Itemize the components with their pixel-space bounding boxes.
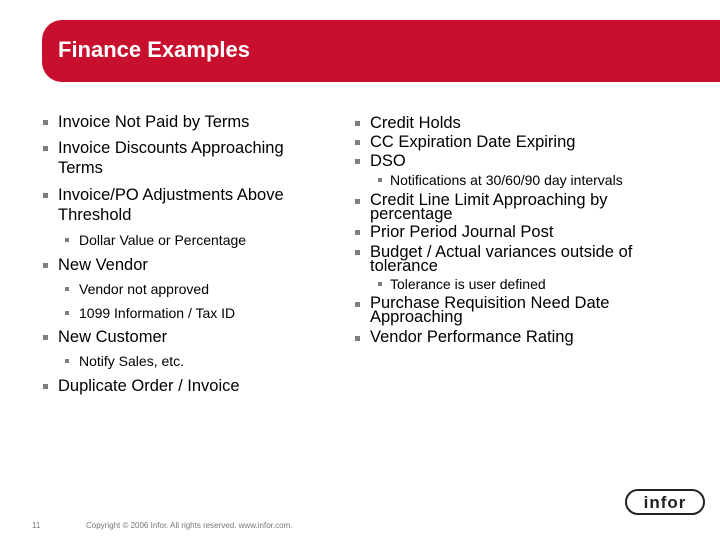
bullet-marker [355,121,360,126]
list-item: Credit Holds [370,114,461,132]
copyright-text: Copyright © 2006 Infor. All rights reserved. www.infor.com. [86,521,293,530]
list-item: DSO [370,152,406,170]
list-item: Budget / Actual variances outside of [370,243,633,261]
list-item: CC Expiration Date Expiring [370,133,576,151]
bullet-marker [355,336,360,341]
list-item: Prior Period Journal Post [370,223,554,241]
sub-bullet-marker [378,178,382,182]
slide-title: Finance Examples [58,37,250,62]
page-number: 11 [32,521,41,530]
bullet-marker [355,250,360,255]
infor-logo [625,488,705,521]
bullet-marker [43,263,48,268]
list-item: Invoice Discounts Approaching [58,139,284,157]
list-item-continuation: Approaching [370,308,463,326]
list-item: Credit Line Limit Approaching by [370,191,608,209]
list-item-continuation: Threshold [58,206,132,224]
infor-logo-graphic [625,488,705,516]
list-item-continuation: percentage [370,205,453,223]
sub-list-item: Notifications at 30/60/90 day intervals [390,172,623,188]
bullet-marker [355,199,360,204]
sub-list-item: Dollar Value or Percentage [79,232,247,248]
list-item: New Customer [58,328,168,346]
sub-bullet-marker [65,311,69,315]
bullet-marker [43,193,48,198]
bullet-marker [43,384,48,389]
list-item: Purchase Requisition Need Date [370,294,610,312]
bullet-marker [355,230,360,235]
sub-bullet-marker [378,282,382,286]
sub-list-item: 1099 Information / Tax ID [79,305,236,321]
sub-list-item: Tolerance is user defined [390,276,546,292]
list-item-continuation: Terms [58,159,103,177]
bullet-marker [355,140,360,145]
bullet-marker [355,302,360,307]
list-item: Duplicate Order / Invoice [58,377,240,395]
list-item-continuation: tolerance [370,257,438,275]
title-bar [42,20,720,82]
list-item: Vendor Performance Rating [370,328,574,346]
sub-bullet-marker [65,359,69,363]
bullet-marker [43,146,48,151]
bullet-marker [43,120,48,125]
sub-bullet-marker [65,287,69,291]
bullet-marker [355,159,360,164]
bullet-marker [43,335,48,340]
list-item: Invoice/PO Adjustments Above [58,186,284,204]
sub-list-item: Vendor not approved [79,281,209,297]
list-item: New Vendor [58,256,148,274]
logo-text: infor [643,493,687,512]
list-item: Invoice Not Paid by Terms [58,113,250,131]
sub-bullet-marker [65,238,69,242]
sub-list-item: Notify Sales, etc. [79,353,185,369]
